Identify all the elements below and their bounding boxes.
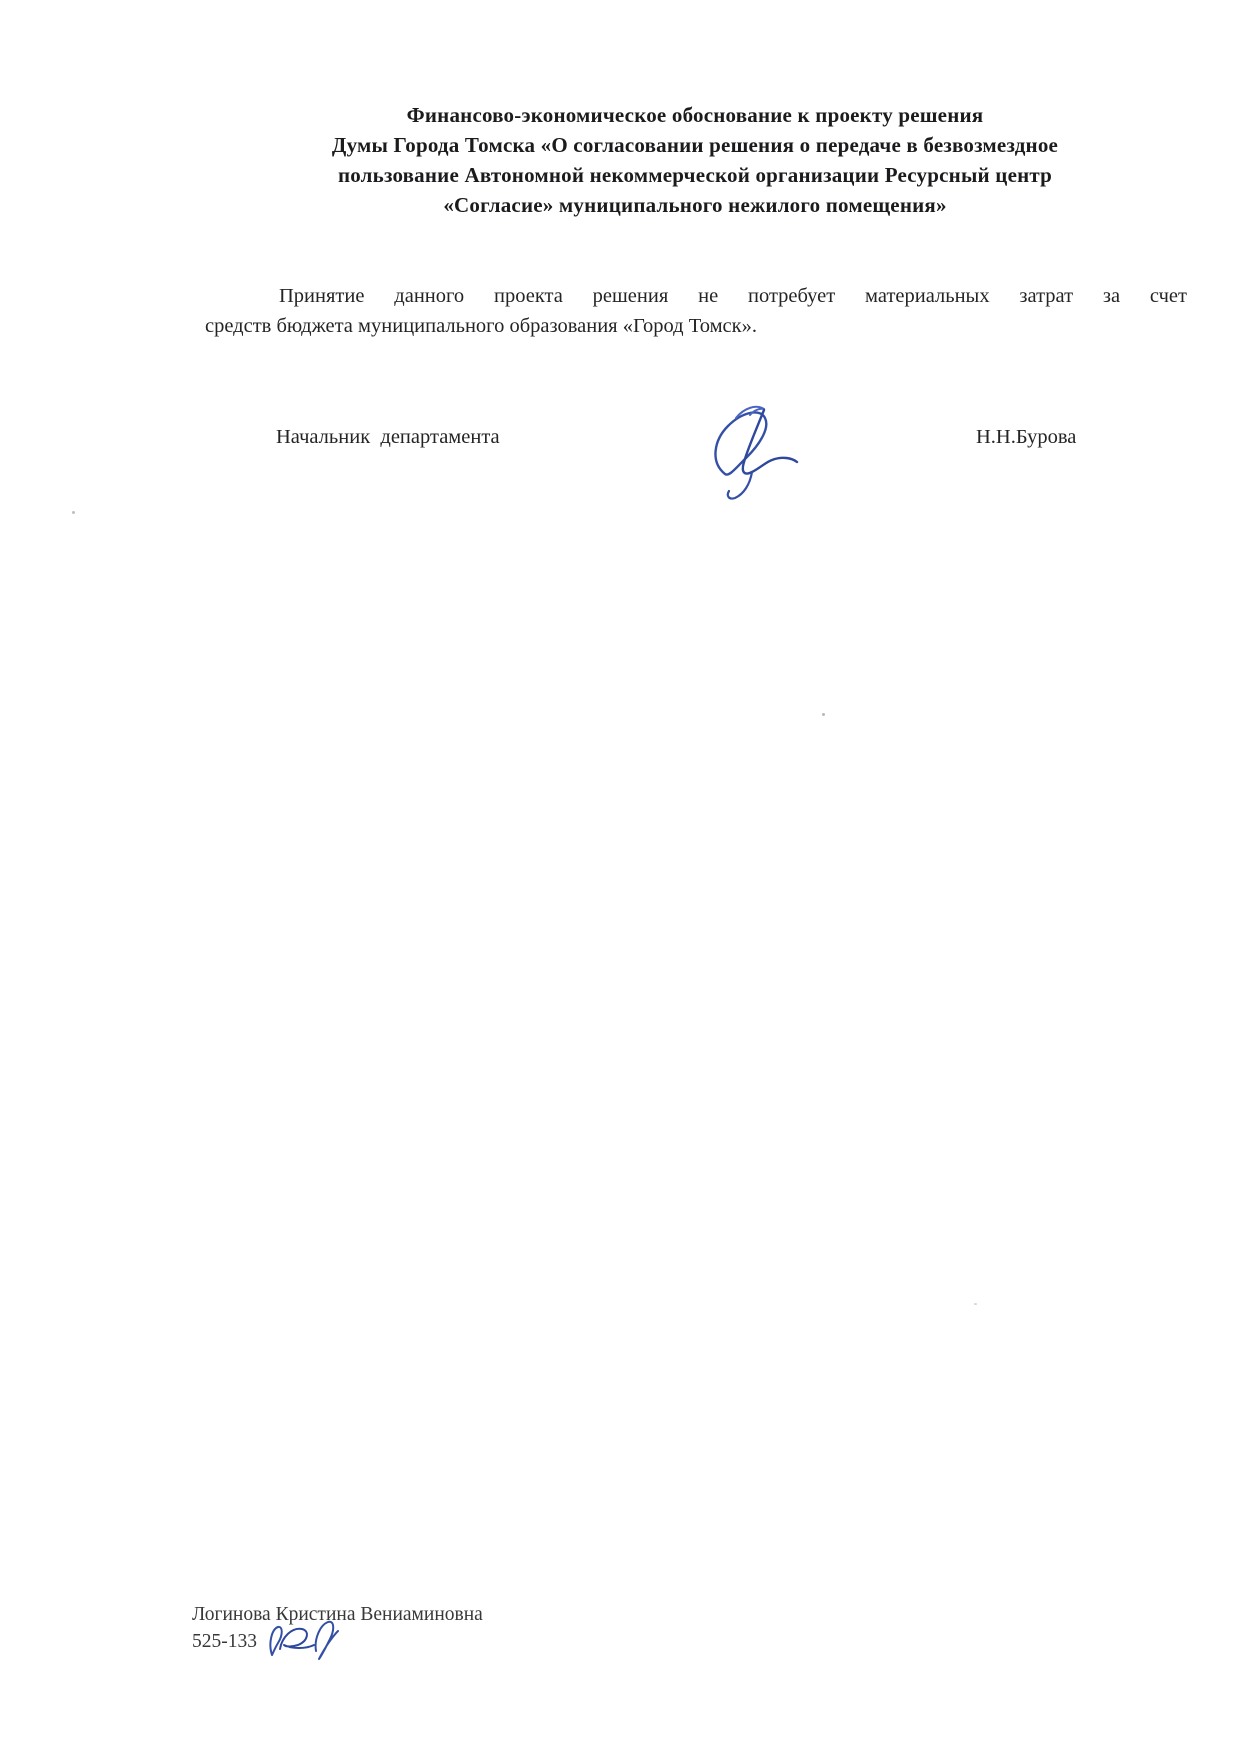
signatory-position-label: Начальник департамента — [276, 426, 500, 448]
scan-speck — [72, 511, 75, 514]
signatory-name: Н.Н.Бурова — [976, 426, 1077, 448]
executor-signature-scribble — [264, 1615, 360, 1665]
executor-phone: 525-133 — [192, 1631, 257, 1652]
document-title — [205, 100, 1185, 220]
title-line-3: пользование Автономной некоммерческой организации Ресурсный центр — [337, 163, 1053, 187]
handwritten-signature — [698, 396, 810, 504]
body-paragraph — [205, 281, 1187, 341]
body-paragraph-line-1: Принятие данного проекта решения не потребует материальных затрат за счет — [279, 285, 1187, 307]
body-paragraph-line-2: средств бюджета муниципального образования «Город Томск». — [205, 315, 757, 337]
scan-speck — [974, 1303, 977, 1305]
scan-speck — [822, 713, 825, 716]
title-line-1: Финансово-экономическое обоснование к проекту решения — [406, 103, 984, 127]
title-line-4: «Согласие» муниципального нежилого помещения» — [443, 193, 947, 217]
executor-name: Логинова Кристина Вениаминовна — [192, 1604, 483, 1625]
title-line-2: Думы Города Томска «О согласовании решения о передаче в безвозмездное — [331, 133, 1059, 157]
